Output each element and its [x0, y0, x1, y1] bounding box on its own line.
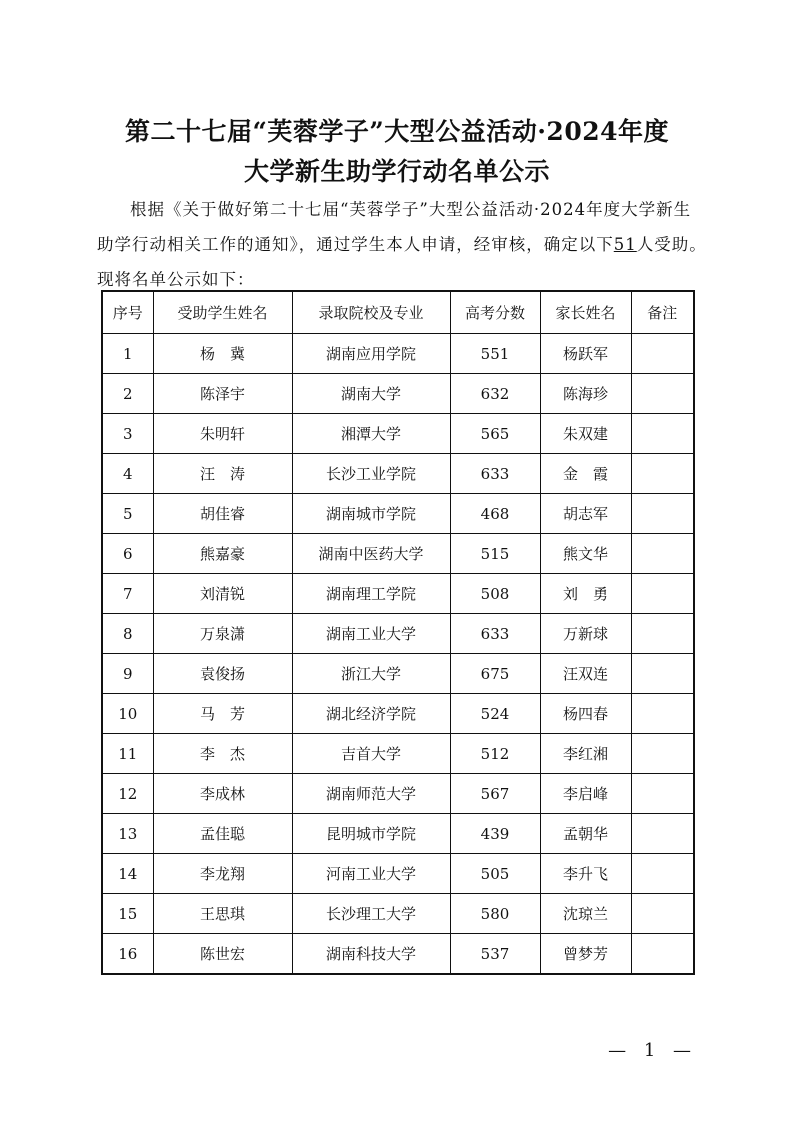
parent-name-cell: 李启峰: [540, 774, 631, 814]
table-row: [102, 334, 694, 374]
table-row: [102, 934, 694, 975]
row-index-cell: 13: [102, 814, 153, 854]
table-row: [102, 534, 694, 574]
table-row: [102, 894, 694, 934]
table-row: [102, 854, 694, 894]
school-major-cell: 湖南师范大学: [292, 774, 450, 814]
table-row: [102, 454, 694, 494]
student-name-cell: 陈世宏: [153, 934, 292, 975]
exam-score-cell: 565: [450, 414, 540, 454]
exam-score-cell: 439: [450, 814, 540, 854]
remarks-cell: [631, 774, 694, 814]
school-major-cell: 湖北经济学院: [292, 694, 450, 734]
table-row: [102, 374, 694, 414]
exam-score-cell: 633: [450, 614, 540, 654]
recipient-table: [101, 290, 695, 975]
row-index-cell: 16: [102, 934, 153, 975]
intro-text-part2: 人受助。现将名单公示如下：: [97, 235, 707, 289]
exam-score-cell: 512: [450, 734, 540, 774]
remarks-cell: [631, 934, 694, 975]
table-row: [102, 614, 694, 654]
row-index-cell: 8: [102, 614, 153, 654]
school-major-cell: 浙江大学: [292, 654, 450, 694]
student-name-cell: 陈泽宇: [153, 374, 292, 414]
school-major-cell: 湖南中医药大学: [292, 534, 450, 574]
header-parent-name: 家长姓名: [540, 291, 631, 334]
exam-score-cell: 551: [450, 334, 540, 374]
remarks-cell: [631, 854, 694, 894]
row-index-cell: 3: [102, 414, 153, 454]
intro-text-part1: 根据《关于做好第二十七届“芙蓉学子”大型公益活动·2024年度大学新生助学行动相关工作的通知》，通过学生本人申请，经审核，确定以下: [97, 200, 692, 254]
school-major-cell: 湖南科技大学: [292, 934, 450, 975]
table-body: [102, 334, 694, 975]
row-index-cell: 6: [102, 534, 153, 574]
parent-name-cell: 汪双连: [540, 654, 631, 694]
intro-paragraph: [97, 192, 707, 297]
remarks-cell: [631, 894, 694, 934]
exam-score-cell: 675: [450, 654, 540, 694]
exam-score-cell: 537: [450, 934, 540, 975]
school-major-cell: 昆明城市学院: [292, 814, 450, 854]
remarks-cell: [631, 414, 694, 454]
remarks-cell: [631, 494, 694, 534]
student-name-cell: 袁俊扬: [153, 654, 292, 694]
row-index-cell: 4: [102, 454, 153, 494]
table-row: [102, 654, 694, 694]
header-exam-score: 高考分数: [450, 291, 540, 334]
exam-score-cell: 632: [450, 374, 540, 414]
student-name-cell: 胡佳睿: [153, 494, 292, 534]
student-name-cell: 马 芳: [153, 694, 292, 734]
student-name-cell: 王思琪: [153, 894, 292, 934]
row-index-cell: 15: [102, 894, 153, 934]
page-number: — 1 —: [608, 1040, 697, 1061]
parent-name-cell: 曾梦芳: [540, 934, 631, 975]
header-school-major: 录取院校及专业: [292, 291, 450, 334]
student-name-cell: 李成林: [153, 774, 292, 814]
parent-name-cell: 李升飞: [540, 854, 631, 894]
exam-score-cell: 580: [450, 894, 540, 934]
header-student-name: 受助学生姓名: [153, 291, 292, 334]
school-major-cell: 湘潭大学: [292, 414, 450, 454]
student-name-cell: 汪 涛: [153, 454, 292, 494]
parent-name-cell: 陈海珍: [540, 374, 631, 414]
parent-name-cell: 金 霞: [540, 454, 631, 494]
document-title-line1: 第二十七届“芙蓉学子”大型公益活动·2024年度: [124, 117, 670, 146]
parent-name-cell: 杨跃军: [540, 334, 631, 374]
table-row: [102, 734, 694, 774]
school-major-cell: 长沙工业学院: [292, 454, 450, 494]
school-major-cell: 湖南大学: [292, 374, 450, 414]
row-index-cell: 9: [102, 654, 153, 694]
parent-name-cell: 刘 勇: [540, 574, 631, 614]
table-row: [102, 574, 694, 614]
remarks-cell: [631, 534, 694, 574]
table-row: [102, 494, 694, 534]
remarks-cell: [631, 614, 694, 654]
school-major-cell: 河南工业大学: [292, 854, 450, 894]
student-name-cell: 李龙翔: [153, 854, 292, 894]
recipient-count: 51: [613, 235, 637, 254]
remarks-cell: [631, 334, 694, 374]
parent-name-cell: 熊文华: [540, 534, 631, 574]
parent-name-cell: 沈琼兰: [540, 894, 631, 934]
row-index-cell: 1: [102, 334, 153, 374]
exam-score-cell: 524: [450, 694, 540, 734]
parent-name-cell: 朱双建: [540, 414, 631, 454]
student-name-cell: 朱明轩: [153, 414, 292, 454]
parent-name-cell: 杨四春: [540, 694, 631, 734]
parent-name-cell: 孟朝华: [540, 814, 631, 854]
row-index-cell: 14: [102, 854, 153, 894]
student-name-cell: 刘清锐: [153, 574, 292, 614]
parent-name-cell: 万新球: [540, 614, 631, 654]
remarks-cell: [631, 694, 694, 734]
exam-score-cell: 468: [450, 494, 540, 534]
school-major-cell: 湖南应用学院: [292, 334, 450, 374]
row-index-cell: 7: [102, 574, 153, 614]
exam-score-cell: 633: [450, 454, 540, 494]
remarks-cell: [631, 734, 694, 774]
table-header-row: [102, 291, 694, 334]
parent-name-cell: 李红湘: [540, 734, 631, 774]
parent-name-cell: 胡志军: [540, 494, 631, 534]
student-name-cell: 熊嘉豪: [153, 534, 292, 574]
exam-score-cell: 505: [450, 854, 540, 894]
table-row: [102, 694, 694, 734]
row-index-cell: 10: [102, 694, 153, 734]
remarks-cell: [631, 454, 694, 494]
remarks-cell: [631, 814, 694, 854]
document-title-line2: 大学新生助学行动名单公示: [243, 157, 550, 186]
student-name-cell: 李 杰: [153, 734, 292, 774]
remarks-cell: [631, 654, 694, 694]
student-name-cell: 杨 冀: [153, 334, 292, 374]
table-row: [102, 414, 694, 454]
row-index-cell: 11: [102, 734, 153, 774]
table-row: [102, 774, 694, 814]
row-index-cell: 5: [102, 494, 153, 534]
exam-score-cell: 508: [450, 574, 540, 614]
exam-score-cell: 515: [450, 534, 540, 574]
remarks-cell: [631, 374, 694, 414]
row-index-cell: 2: [102, 374, 153, 414]
student-name-cell: 万泉潇: [153, 614, 292, 654]
school-major-cell: 湖南理工学院: [292, 574, 450, 614]
header-index: 序号: [102, 291, 153, 334]
student-name-cell: 孟佳聪: [153, 814, 292, 854]
table-row: [102, 814, 694, 854]
school-major-cell: 长沙理工大学: [292, 894, 450, 934]
school-major-cell: 吉首大学: [292, 734, 450, 774]
school-major-cell: 湖南工业大学: [292, 614, 450, 654]
row-index-cell: 12: [102, 774, 153, 814]
school-major-cell: 湖南城市学院: [292, 494, 450, 534]
remarks-cell: [631, 574, 694, 614]
header-remarks: 备注: [631, 291, 694, 334]
exam-score-cell: 567: [450, 774, 540, 814]
